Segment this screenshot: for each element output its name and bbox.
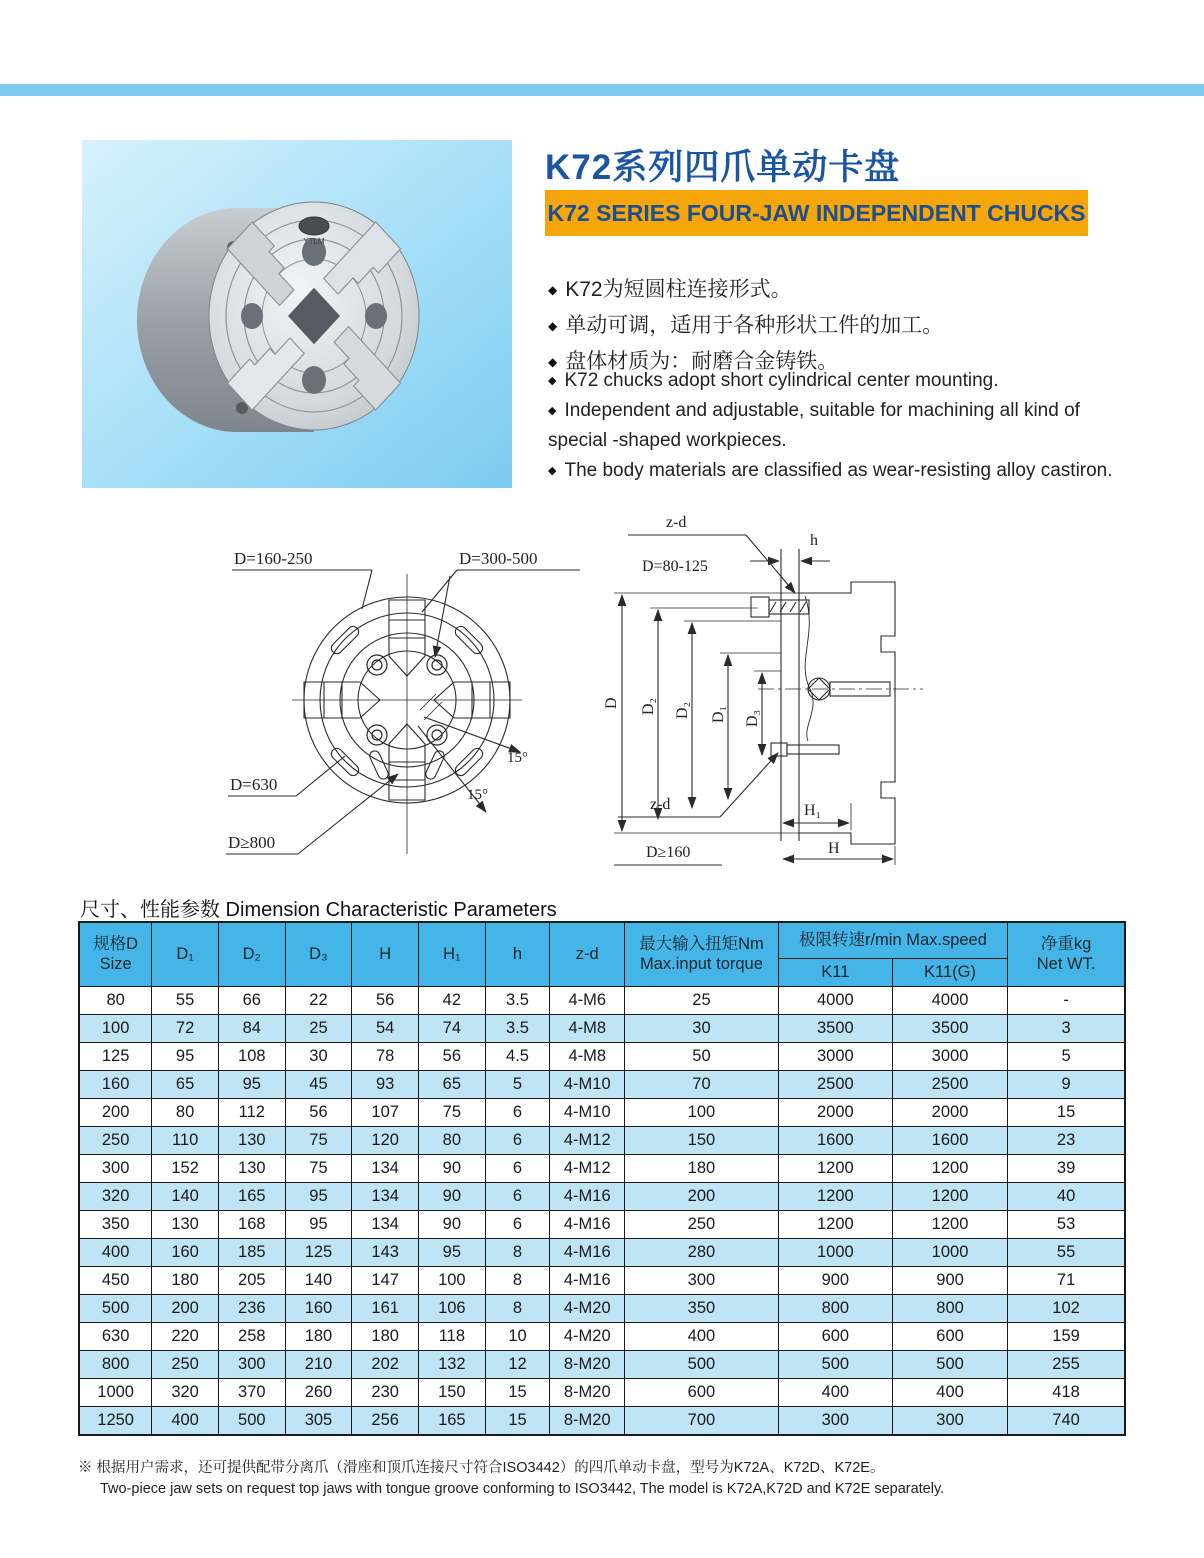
table-cell: 400 [625,1323,779,1351]
angle-label: 15° [467,787,488,803]
col-header-h1: H₁ [419,922,486,987]
table-cell: 180 [285,1323,352,1351]
table-row [79,1239,1125,1267]
table-cell: 6 [485,1211,550,1239]
table-cell: 71 [1008,1267,1125,1295]
subtitle-text: K72 SERIES FOUR-JAW INDEPENDENT CHUCKS [547,199,1086,226]
table-cell: 300 [778,1407,892,1436]
table-cell: 165 [218,1183,285,1211]
table-cell: 3.5 [485,1015,550,1043]
table-cell: 1600 [778,1127,892,1155]
col-header-k11g: K11(G) [892,959,1007,987]
brand-logo-text: YTLM [303,237,325,246]
table-cell: 4-M8 [550,1043,625,1071]
table-cell: 80 [419,1127,486,1155]
brand-logo [299,217,329,235]
table-cell: 258 [218,1323,285,1351]
table-cell: 400 [79,1239,152,1267]
table-cell: 152 [152,1155,219,1183]
col-header-torque: 最大输入扭矩Nm Max.input torque [625,922,779,987]
table-cell: 150 [625,1127,779,1155]
table-cell: 112 [218,1099,285,1127]
table-cell: 350 [79,1211,152,1239]
dim-label-H: H [828,840,840,857]
table-row [79,987,1125,1015]
table-cell: 100 [625,1099,779,1127]
dim-label-D3: D₃ [744,709,761,727]
table-cell: 630 [79,1323,152,1351]
table-cell: 75 [285,1127,352,1155]
col-header-d1: D₁ [152,922,219,987]
table-cell: 500 [892,1351,1007,1379]
table-cell: 56 [352,987,419,1015]
table-cell: 800 [778,1295,892,1323]
table-cell: 2000 [778,1099,892,1127]
diamond-bullet-icon: ◆ [548,405,557,417]
diamond-bullet-icon: ◆ [548,319,558,333]
subtitle-banner [545,190,1088,236]
table-row [79,1211,1125,1239]
table-cell: 150 [419,1379,486,1407]
table-cell: 4-M16 [550,1211,625,1239]
dim-label-H1: H₁ [804,802,822,819]
leader-label-zd-bottom: z-d [650,796,671,813]
table-cell: 180 [352,1323,419,1351]
table-cell: 161 [352,1295,419,1323]
feature-item: ◆ K72为短圆柱连接形式。 [548,278,792,301]
table-cell: 200 [625,1183,779,1211]
table-cell: 230 [352,1379,419,1407]
table-cell: 120 [352,1127,419,1155]
table-cell: 10 [485,1323,550,1351]
diamond-bullet-icon: ◆ [548,283,558,297]
table-cell: 1250 [79,1407,152,1436]
table-cell: 1200 [892,1211,1007,1239]
table-row [79,1127,1125,1155]
table-row [79,1323,1125,1351]
col-header-h: h [485,922,550,987]
table-cell: 400 [152,1407,219,1436]
table-cell: 160 [79,1071,152,1099]
table-cell: 3 [1008,1015,1125,1043]
table-cell: 3500 [778,1015,892,1043]
table-cell: 500 [625,1351,779,1379]
table-cell: 1000 [892,1239,1007,1267]
table-cell: 280 [625,1239,779,1267]
table-cell: 8-M20 [550,1351,625,1379]
table-row [79,1183,1125,1211]
table-cell: 4-M6 [550,987,625,1015]
table-cell: 15 [485,1379,550,1407]
table-cell: 132 [419,1351,486,1379]
table-cell: 66 [218,987,285,1015]
table-cell: 4-M12 [550,1155,625,1183]
table-cell: 4000 [778,987,892,1015]
table-cell: 236 [218,1295,285,1323]
table-row [79,1351,1125,1379]
diamond-bullet-icon: ◆ [548,375,557,387]
table-cell: 4-M10 [550,1099,625,1127]
table-cell: 74 [419,1015,486,1043]
table-cell: 4-M20 [550,1323,625,1351]
table-cell: 102 [1008,1295,1125,1323]
table-row [79,1295,1125,1323]
dim-label-d80-125: D=80-125 [642,558,708,575]
table-cell: 40 [1008,1183,1125,1211]
table-cell: 160 [285,1295,352,1323]
table-cell: 250 [152,1351,219,1379]
table-cell: 6 [485,1183,550,1211]
table-cell: 50 [625,1043,779,1071]
table-cell: 450 [79,1267,152,1295]
dim-label-d300-500: D=300-500 [459,549,538,568]
col-header-size: 规格D Size [79,922,152,987]
diamond-bullet-icon: ◆ [548,355,558,369]
table-cell: 320 [152,1379,219,1407]
table-cell: 140 [152,1183,219,1211]
table-cell: 75 [285,1155,352,1183]
table-cell: 300 [79,1155,152,1183]
col-header-d3: D₃ [285,922,352,987]
table-row [79,1043,1125,1071]
table-cell: 400 [778,1379,892,1407]
col-header-h-cap: H [352,922,419,987]
table-cell: 15 [1008,1099,1125,1127]
table-cell: 95 [152,1043,219,1071]
feature-item: ◆ 单动可调，适用于各种形状工件的加工。 [548,314,944,337]
table-cell: 6 [485,1127,550,1155]
table-cell: 740 [1008,1407,1125,1436]
table-cell: 4-M10 [550,1071,625,1099]
table-cell: 205 [218,1267,285,1295]
table-cell: 168 [218,1211,285,1239]
table-cell: 25 [285,1015,352,1043]
table-cell: 72 [152,1015,219,1043]
table-cell: 118 [419,1323,486,1351]
table-cell: 90 [419,1155,486,1183]
table-cell: 600 [892,1323,1007,1351]
table-cell: 3500 [892,1015,1007,1043]
col-header-weight: 净重kg Net WT. [1008,922,1125,987]
table-cell: 5 [1008,1043,1125,1071]
table-cell: 25 [625,987,779,1015]
table-cell: 22 [285,987,352,1015]
table-cell: 108 [218,1043,285,1071]
table-cell: 125 [79,1043,152,1071]
table-cell: 80 [79,987,152,1015]
table-cell: 3000 [778,1043,892,1071]
table-cell: 134 [352,1211,419,1239]
dim-label-d630: D=630 [230,775,278,794]
table-cell: 30 [285,1043,352,1071]
table-cell: 100 [419,1267,486,1295]
table-cell: 1600 [892,1127,1007,1155]
table-cell: 6 [485,1155,550,1183]
table-cell: 350 [625,1295,779,1323]
dim-label-D2: D₂ [640,697,657,715]
feature-list-cn [548,272,1108,380]
table-cell: 418 [1008,1379,1125,1407]
table-cell: 78 [352,1043,419,1071]
table-cell: 1200 [892,1183,1007,1211]
dim-label-h: h [810,532,818,549]
table-cell: - [1008,987,1125,1015]
col-header-speed-group: 极限转速r/min Max.speed [778,922,1007,959]
table-cell: 110 [152,1127,219,1155]
table-cell: 300 [892,1407,1007,1436]
table-cell: 23 [1008,1127,1125,1155]
dim-label-d160-250: D=160-250 [234,549,313,568]
table-cell: 4-M16 [550,1183,625,1211]
table-cell: 200 [152,1295,219,1323]
leader-label-zd-top: z-d [666,514,687,531]
table-cell: 185 [218,1239,285,1267]
section-title: 尺寸、性能参数 Dimension Characteristic Parameters [80,899,557,921]
table-cell: 4000 [892,987,1007,1015]
table-cell: 125 [285,1239,352,1267]
diagram-section-view [598,503,933,888]
table-cell: 1000 [79,1379,152,1407]
table-cell: 65 [419,1071,486,1099]
table-cell: 1200 [778,1211,892,1239]
table-cell: 42 [419,987,486,1015]
table-cell: 300 [218,1351,285,1379]
angle-label: 15° [507,750,528,766]
table-cell: 4-M8 [550,1015,625,1043]
feature-item: ◆ Independent and adjustable, suitable for machining all kind of special -shaped workpieces. [548,400,1080,451]
table-cell: 12 [485,1351,550,1379]
table-cell: 95 [285,1211,352,1239]
table-cell: 65 [152,1071,219,1099]
table-cell: 255 [1008,1351,1125,1379]
table-cell: 250 [625,1211,779,1239]
table-cell: 55 [1008,1239,1125,1267]
table-cell: 2500 [778,1071,892,1099]
dim-label-d160: D≥160 [646,844,691,861]
feature-item: ◆ The body materials are classified as wear-resisting alloy castiron. [548,460,1113,481]
table-cell: 2500 [892,1071,1007,1099]
table-cell: 200 [79,1099,152,1127]
table-cell: 1200 [778,1155,892,1183]
table-cell: 160 [152,1239,219,1267]
table-cell: 9 [1008,1071,1125,1099]
dim-label-D1: D₁ [710,705,727,723]
table-cell: 159 [1008,1323,1125,1351]
table-cell: 500 [778,1351,892,1379]
table-cell: 4-M12 [550,1127,625,1155]
diagram-front-view [212,512,602,884]
table-cell: 4-M16 [550,1267,625,1295]
product-photo [82,140,512,488]
footnote-en: Two-piece jaw sets on request top jaws with tongue groove conforming to ISO3442, The model is K72A,K72D and K72E separately. [100,1481,945,1497]
table-cell: 500 [218,1407,285,1436]
feature-item: ◆ 盘体材质为：耐磨合金铸铁。 [548,350,839,373]
table-cell: 1200 [892,1155,1007,1183]
table-cell: 300 [625,1267,779,1295]
table-cell: 30 [625,1015,779,1043]
table-cell: 95 [218,1071,285,1099]
table-cell: 75 [419,1099,486,1127]
table-cell: 130 [218,1127,285,1155]
table-cell: 256 [352,1407,419,1436]
dim-label-d800: D≥800 [228,833,276,852]
table-row [79,1379,1125,1407]
table-cell: 250 [79,1127,152,1155]
table-cell: 70 [625,1071,779,1099]
table-cell: 84 [218,1015,285,1043]
table-cell: 4.5 [485,1043,550,1071]
table-cell: 370 [218,1379,285,1407]
table-cell: 90 [419,1183,486,1211]
table-cell: 55 [152,987,219,1015]
table-cell: 600 [778,1323,892,1351]
table-cell: 134 [352,1155,419,1183]
table-cell: 93 [352,1071,419,1099]
table-cell: 3000 [892,1043,1007,1071]
table-cell: 130 [152,1211,219,1239]
table-cell: 305 [285,1407,352,1436]
table-cell: 220 [152,1323,219,1351]
table-cell: 53 [1008,1211,1125,1239]
table-cell: 6 [485,1099,550,1127]
table-cell: 400 [892,1379,1007,1407]
parameters-table [78,921,1126,1436]
table-cell: 8 [485,1267,550,1295]
table-cell: 165 [419,1407,486,1436]
table-cell: 1200 [778,1183,892,1211]
table-cell: 3.5 [485,987,550,1015]
diamond-bullet-icon: ◆ [548,465,557,477]
feature-item: ◆ K72 chucks adopt short cylindrical center mounting. [548,370,999,391]
dim-label-D2: D₂ [674,701,691,719]
table-cell: 700 [625,1407,779,1436]
table-row [79,1155,1125,1183]
table-cell: 147 [352,1267,419,1295]
table-cell: 54 [352,1015,419,1043]
table-cell: 39 [1008,1155,1125,1183]
page-title: K72系列四爪单动卡盘 [545,148,901,187]
table-row [79,1071,1125,1099]
table-cell: 210 [285,1351,352,1379]
table-cell: 180 [152,1267,219,1295]
table-cell: 15 [485,1407,550,1436]
table-cell: 8-M20 [550,1379,625,1407]
feature-list-en [548,366,1133,486]
table-cell: 90 [419,1211,486,1239]
table-cell: 2000 [892,1099,1007,1127]
table-row [79,1407,1125,1436]
table-cell: 106 [419,1295,486,1323]
table-cell: 900 [778,1267,892,1295]
table-cell: 95 [285,1183,352,1211]
table-cell: 800 [79,1351,152,1379]
table-cell: 320 [79,1183,152,1211]
dim-label-D: D [603,697,620,709]
table-cell: 95 [419,1239,486,1267]
table-body [79,987,1125,1436]
table-cell: 134 [352,1183,419,1211]
top-accent-bar [0,84,1204,96]
table-row [79,1099,1125,1127]
table-cell: 8 [485,1239,550,1267]
table-cell: 8 [485,1295,550,1323]
table-row [79,1015,1125,1043]
table-cell: 202 [352,1351,419,1379]
table-cell: 56 [419,1043,486,1071]
table-cell: 5 [485,1071,550,1099]
table-cell: 100 [79,1015,152,1043]
table-cell: 180 [625,1155,779,1183]
col-header-d2: D₂ [218,922,285,987]
table-cell: 56 [285,1099,352,1127]
col-header-zd: z-d [550,922,625,987]
col-header-k11: K11 [778,959,892,987]
table-cell: 800 [892,1295,1007,1323]
table-cell: 80 [152,1099,219,1127]
table-cell: 1000 [778,1239,892,1267]
table-cell: 4-M20 [550,1295,625,1323]
table-cell: 130 [218,1155,285,1183]
table-cell: 900 [892,1267,1007,1295]
table-cell: 260 [285,1379,352,1407]
table-cell: 8-M20 [550,1407,625,1436]
table-cell: 500 [79,1295,152,1323]
footnote-cn: ※ 根据用户需求，还可提供配带分离爪（滑座和顶爪连接尺寸符合ISO3442）的四爪单动卡盘，型号为K72A、K72D、K72E。 [78,1460,885,1476]
table-cell: 107 [352,1099,419,1127]
table-cell: 143 [352,1239,419,1267]
table-cell: 600 [625,1379,779,1407]
footnotes [78,1458,1148,1500]
table-cell: 140 [285,1267,352,1295]
table-row [79,1267,1125,1295]
table-cell: 45 [285,1071,352,1099]
table-cell: 4-M16 [550,1239,625,1267]
